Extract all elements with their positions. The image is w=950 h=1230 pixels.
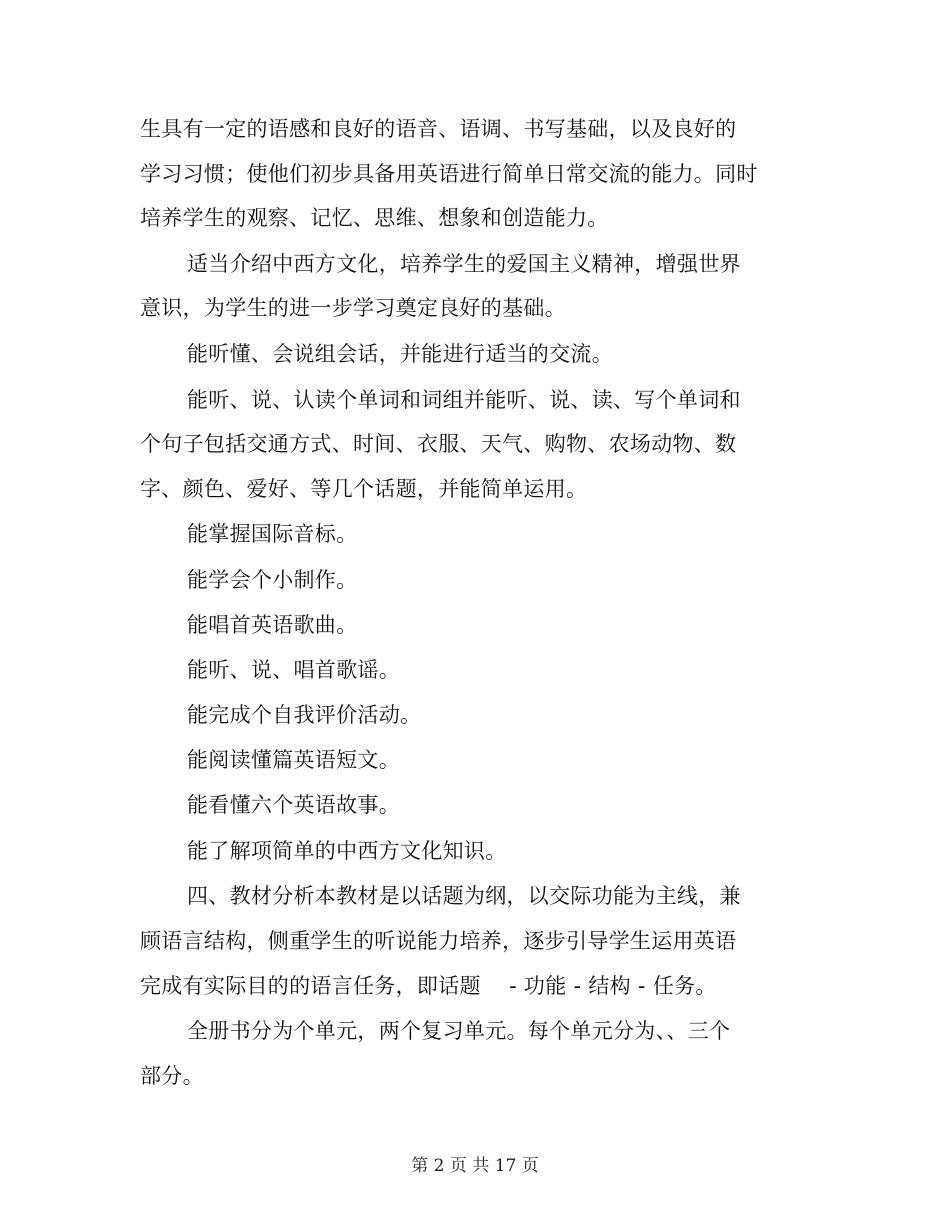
text-line: 个句子包括交通方式、时间、衣服、天气、购物、农场动物、数 [140,432,737,456]
text-line: 全册书分为个单元，两个复习单元。每个单元分为、、三个 [187,1019,731,1043]
text-line: 部分。 [140,1064,204,1088]
text-line: 字、颜色、爱好、等几个话题，并能简单运用。 [140,477,588,501]
text-line: 能看懂六个英语故事。 [187,793,400,817]
text-line: 适当介绍中西方文化，培养学生的爱国主义精神，增强世界 [187,252,741,276]
text-line: 能阅读懂篇英语短文。 [187,748,400,772]
text-line: 能完成个自我评价活动。 [187,703,422,727]
text-line: 顾语言结构，侧重学生的听说能力培养，逐步引导学生运用英语 [140,929,737,953]
text-line: 学习习惯；使他们初步具备用英语进行简单日常交流的能力。同时 [140,162,758,186]
text-line: 意识，为学生的进一步学习奠定良好的基础。 [140,296,566,320]
text-line: 完成有实际目的的语言任务，即话题 - 功能 - 结构 - 任务。 [140,974,717,998]
text-line: 能掌握国际音标。 [187,522,358,546]
text-line: 能学会个小制作。 [187,568,358,592]
text-line: 培养学生的观察、记忆、思维、想象和创造能力。 [140,206,609,230]
text-line: 生具有一定的语感和良好的语音、语调、书写基础，以及良好的 [140,117,737,141]
text-line: 能听、说、唱首歌谣。 [187,658,400,682]
text-line: 能听懂、会说组会话，并能进行适当的交流。 [187,342,613,366]
text-line: 能唱首英语歌曲。 [187,613,358,637]
text-line: 能了解项简单的中西方文化知识。 [187,839,507,863]
text-line: 四、教材分析本教材是以话题为纲，以交际功能为主线，兼 [187,884,741,908]
page-footer: 第 2 页 共 17 页 [411,1156,539,1176]
text-line: 能听、说、认读个单词和词组并能听、说、读、写个单词和 [187,388,741,412]
